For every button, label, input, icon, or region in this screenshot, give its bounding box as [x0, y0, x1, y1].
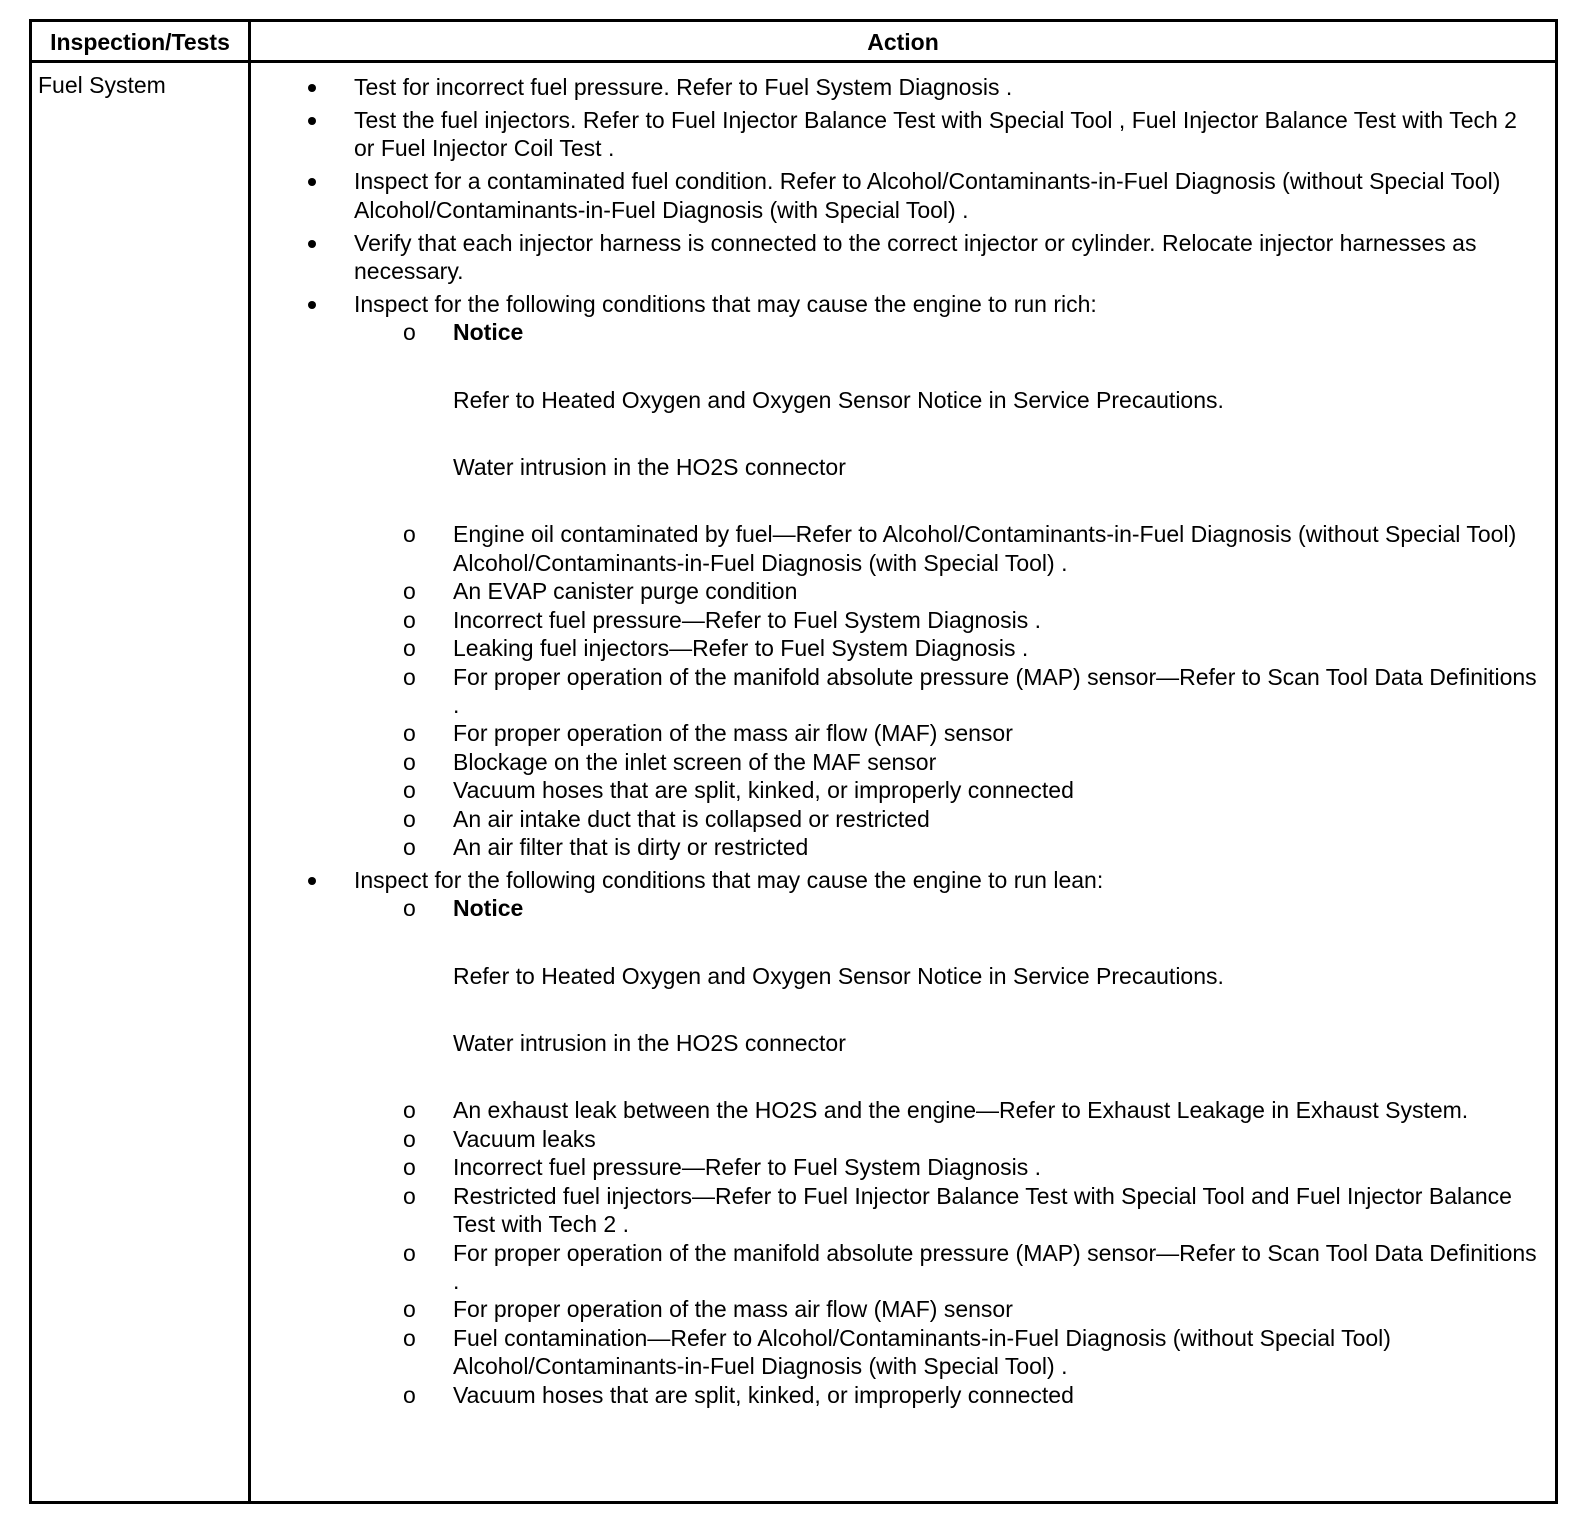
action-bullet-list — [251, 73, 1555, 1409]
sub-item: o Leaking fuel injectors—Refer to Fuel System Diagnosis . — [354, 634, 1543, 662]
sub-item: o Vacuum hoses that are split, kinked, or improperly connected — [354, 1381, 1543, 1409]
bullet-text: Test for incorrect fuel pressure. Refer to Fuel System Diagnosis . — [354, 74, 1013, 100]
bullet-text: Test the fuel injectors. Refer to Fuel Injector Balance Test with Special Tool , Fuel Injector Balance Test with Tech 2 or Fuel Injector Coil Test . — [354, 106, 1517, 162]
header-inspection-tests: Inspection/Tests — [50, 29, 230, 55]
sub-item: o Incorrect fuel pressure—Refer to Fuel System Diagnosis . — [354, 606, 1543, 634]
bullet-item — [251, 229, 1555, 286]
bullet-text: Inspect for a contaminated fuel condition. Refer to Alcohol/Contaminants-in-Fuel Diagnosis (without Special Tool) Alcohol/Contaminants-in-Fuel Diagnosis (with Special Tool) . — [354, 168, 1501, 223]
notice-water-intrusion: Water intrusion in the HO2S connector — [453, 454, 846, 481]
bullet-item — [251, 106, 1555, 163]
notice-item — [354, 318, 1543, 520]
bullet-item — [251, 73, 1555, 101]
bullet-item — [251, 167, 1555, 224]
sub-item: o Engine oil contaminated by fuel—Refer to Alcohol/Contaminants-in-Fuel Diagnosis (without Special Tool) Alcohol/Contaminants-in-Fuel Diagnosis (with Special Tool) . — [354, 520, 1543, 577]
bullet-text: Inspect for the following conditions that may cause the engine to run rich: — [354, 290, 1097, 317]
bullet-text: Verify that each injector harness is connected to the correct injector or cylinder. Relocate injector harnesses as necessary. — [354, 229, 1477, 284]
sub-item: o For proper operation of the manifold absolute pressure (MAP) sensor—Refer to Scan Tool Data Definitions . — [354, 1239, 1543, 1296]
sub-item: o An EVAP canister purge condition — [354, 577, 1543, 605]
cell-fuel-system: Fuel System — [38, 72, 166, 98]
inspection-table — [29, 19, 1558, 1504]
sub-item: o Fuel contamination—Refer to Alcohol/Contaminants-in-Fuel Diagnosis (without Special Tool) Alcohol/Contaminants-in-Fuel Diagnosis (with Special Tool) . — [354, 1324, 1543, 1381]
notice-title: o Notice — [453, 319, 524, 346]
header-action: Action — [867, 29, 939, 55]
notice-body: Refer to Heated Oxygen and Oxygen Sensor Notice in Service Precautions. — [453, 386, 1224, 413]
sub-item: o Vacuum hoses that are split, kinked, or improperly connected — [354, 776, 1543, 804]
notice-title: o Notice — [453, 895, 524, 922]
bullet-item-run-rich — [251, 290, 1555, 862]
sub-item: o For proper operation of the manifold absolute pressure (MAP) sensor—Refer to Scan Tool Data Definitions . — [354, 663, 1543, 720]
notice-item — [354, 894, 1543, 1096]
rich-conditions-list — [354, 318, 1543, 861]
notice-water-intrusion: Water intrusion in the HO2S connector — [453, 1030, 846, 1057]
sub-item: o For proper operation of the mass air flow (MAF) sensor — [354, 1295, 1543, 1323]
sub-item: o An exhaust leak between the HO2S and the engine—Refer to Exhaust Leakage in Exhaust System. — [354, 1096, 1543, 1124]
sub-item: o An air filter that is dirty or restricted — [354, 833, 1543, 861]
sub-item: o Blockage on the inlet screen of the MAF sensor — [354, 748, 1543, 776]
sub-item: o Incorrect fuel pressure—Refer to Fuel System Diagnosis . — [354, 1153, 1543, 1181]
bullet-item-run-lean — [251, 866, 1555, 1409]
bullet-text: Inspect for the following conditions that may cause the engine to run lean: — [354, 866, 1104, 893]
sub-item: o An air intake duct that is collapsed or restricted — [354, 805, 1543, 833]
sub-item: o Restricted fuel injectors—Refer to Fuel Injector Balance Test with Special Tool and Fuel Injector Balance Test with Tech 2 . — [354, 1182, 1543, 1239]
lean-conditions-list — [354, 894, 1543, 1409]
sub-item: o For proper operation of the mass air flow (MAF) sensor — [354, 719, 1543, 747]
notice-body: Refer to Heated Oxygen and Oxygen Sensor Notice in Service Precautions. — [453, 962, 1224, 989]
cell-action — [251, 63, 1555, 1413]
sub-item: o Vacuum leaks — [354, 1125, 1543, 1153]
